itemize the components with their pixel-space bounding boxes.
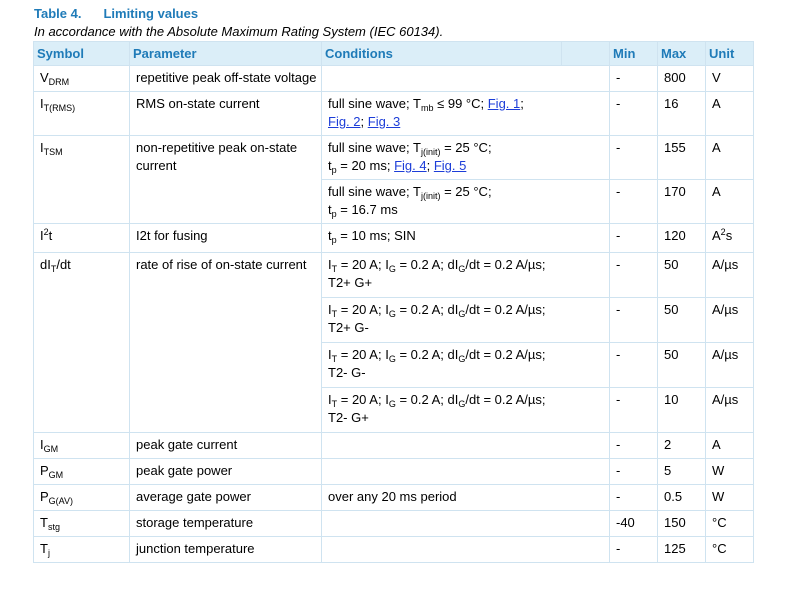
min-cell: - — [610, 136, 658, 180]
parameter-cell: peak gate current — [130, 433, 322, 459]
min-cell: - — [610, 66, 658, 92]
header-parameter: Parameter — [130, 42, 322, 66]
parameter-cell: repetitive peak off-state voltage — [130, 66, 322, 92]
symbol-cell: $P_{GM}$ — [34, 459, 130, 485]
header-max: Max — [658, 42, 706, 66]
parameter-cell: non-repetitive peak on-state current — [130, 136, 322, 224]
max-cell: 155 — [658, 136, 706, 180]
unit-cell: V — [706, 66, 754, 92]
unit-cell: A — [706, 92, 754, 136]
unit-cell: $A^2s$ — [706, 224, 754, 253]
symbol-cell: $P_{G(AV)}$ — [34, 485, 130, 511]
conditions-cell: $t_p = 10$ ms; SIN — [322, 224, 610, 253]
table-row — [34, 433, 754, 459]
conditions-cell: full sine wave; $T_{j(init)} = 25$ °C; $t_p = 20$ ms; Fig. 4; Fig. 5 — [322, 136, 610, 180]
conditions-cell: $I_T = 20$ A; $I_G = 0.2$ A; $dI_G/dt = 0.2$ A/µs; T2+ G+ — [322, 253, 610, 298]
fig-5-link[interactable]: Fig. 5 — [433, 158, 467, 173]
min-cell: - — [610, 224, 658, 253]
parameter-cell: rate of rise of on-state current — [130, 253, 322, 433]
fig-2-link[interactable]: Fig. 2 — [328, 114, 361, 129]
table-row — [34, 537, 754, 563]
fig-3-link[interactable]: Fig. 3 — [367, 114, 401, 129]
unit-cell: A — [706, 180, 754, 224]
table-row — [34, 485, 754, 511]
symbol-cell: $I_{GM}$ — [34, 433, 130, 459]
conditions-cell: $I_T = 20$ A; $I_G = 0.2$ A; $dI_G/dt = 0.2$ A/µs; T2+ G- — [322, 298, 610, 343]
min-cell: - — [610, 92, 658, 136]
header-unit: Unit — [706, 42, 754, 66]
table-row — [34, 136, 754, 180]
min-cell: - — [610, 433, 658, 459]
unit-cell: A/µs — [706, 343, 754, 388]
parameter-cell: junction temperature — [130, 537, 322, 563]
max-cell: 120 — [658, 224, 706, 253]
min-cell: -40 — [610, 511, 658, 537]
min-cell: - — [610, 253, 658, 298]
max-cell: 125 — [658, 537, 706, 563]
parameter-cell: average gate power — [130, 485, 322, 511]
min-cell: - — [610, 459, 658, 485]
header-symbol: Symbol — [34, 42, 130, 66]
min-cell: - — [610, 180, 658, 224]
unit-cell: W — [706, 459, 754, 485]
conditions-cell: full sine wave; $T_{mb} \le 99$ °C; Fig. 1; Fig. 2; Fig. 3 — [322, 92, 610, 136]
table-caption — [34, 6, 198, 21]
symbol-cell: $T_{stg}$ — [34, 511, 130, 537]
max-cell: 0.5 — [658, 485, 706, 511]
conditions-cell: $I_T = 20$ A; $I_G = 0.2$ A; $dI_G/dt = 0.2$ A/µs; T2- G+ — [322, 388, 610, 433]
min-cell: - — [610, 388, 658, 433]
max-cell: 170 — [658, 180, 706, 224]
parameter-cell: I2t for fusing — [130, 224, 322, 253]
max-cell: 50 — [658, 253, 706, 298]
symbol-cell: $I^2t$ — [34, 224, 130, 253]
table-number: Table 4. — [34, 6, 82, 21]
table-title: Limiting values — [103, 6, 199, 21]
max-cell: 800 — [658, 66, 706, 92]
unit-cell: A/µs — [706, 298, 754, 343]
table-row — [34, 224, 754, 253]
parameter-cell: RMS on-state current — [130, 92, 322, 136]
unit-cell: °C — [706, 511, 754, 537]
max-cell: 16 — [658, 92, 706, 136]
max-cell: 2 — [658, 433, 706, 459]
header-spacer — [562, 42, 610, 66]
limiting-values-table — [33, 41, 754, 563]
parameter-cell: storage temperature — [130, 511, 322, 537]
max-cell: 5 — [658, 459, 706, 485]
unit-cell: A — [706, 433, 754, 459]
symbol-cell: $I_{T(RMS)}$ — [34, 92, 130, 136]
conditions-cell — [322, 433, 610, 459]
header-conditions: Conditions — [322, 42, 562, 66]
unit-cell: °C — [706, 537, 754, 563]
unit-cell: W — [706, 485, 754, 511]
table-row — [34, 459, 754, 485]
conditions-cell — [322, 511, 610, 537]
fig-1-link[interactable]: Fig. 1 — [487, 96, 521, 111]
table-row — [34, 92, 754, 136]
symbol-cell: $I_{TSM}$ — [34, 136, 130, 224]
table-row — [34, 66, 754, 92]
symbol-cell: $V_{DRM}$ — [34, 66, 130, 92]
max-cell: 50 — [658, 343, 706, 388]
parameter-cell: peak gate power — [130, 459, 322, 485]
max-cell: 150 — [658, 511, 706, 537]
table-row — [34, 511, 754, 537]
conditions-cell: over any 20 ms period — [322, 485, 610, 511]
conditions-cell — [322, 66, 610, 92]
table-header-row — [34, 42, 754, 66]
min-cell: - — [610, 343, 658, 388]
max-cell: 50 — [658, 298, 706, 343]
unit-cell: A/µs — [706, 388, 754, 433]
fig-4-link[interactable]: Fig. 4 — [394, 158, 427, 173]
conditions-cell: $I_T = 20$ A; $I_G = 0.2$ A; $dI_G/dt = 0.2$ A/µs; T2- G- — [322, 343, 610, 388]
conditions-cell: full sine wave; $T_{j(init)} = 25$ °C; $t_p = 16.7$ ms — [322, 180, 610, 224]
unit-cell: A/µs — [706, 253, 754, 298]
symbol-cell: $dI_T/dt$ — [34, 253, 130, 433]
conditions-cell — [322, 459, 610, 485]
min-cell: - — [610, 298, 658, 343]
min-cell: - — [610, 537, 658, 563]
header-min: Min — [610, 42, 658, 66]
table-subcaption: In accordance with the Absolute Maximum Rating System (IEC 60134). — [34, 24, 444, 39]
symbol-cell: $T_j$ — [34, 537, 130, 563]
unit-cell: A — [706, 136, 754, 180]
min-cell: - — [610, 485, 658, 511]
table-row — [34, 253, 754, 298]
conditions-cell — [322, 537, 610, 563]
max-cell: 10 — [658, 388, 706, 433]
